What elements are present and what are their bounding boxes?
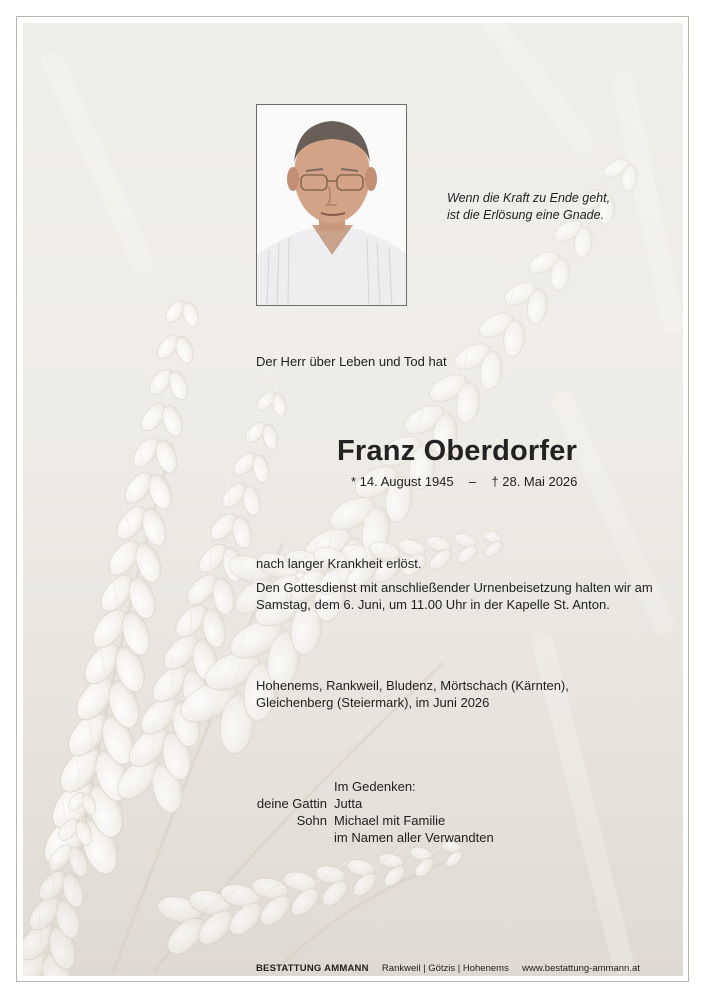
- deceased-name: Franz Oberdorfer: [337, 435, 578, 467]
- footer-brand-part-2: AMMANN: [324, 963, 369, 974]
- mourner-role: Sohn: [296, 813, 327, 828]
- memorial-quote-line-1: Wenn die Kraft zu Ende geht,: [447, 191, 611, 205]
- date-separator: –: [468, 474, 477, 489]
- mourners-heading: Im Gedenken:: [334, 779, 416, 794]
- intro-text: Der Herr über Leben und Tod hat: [256, 354, 447, 369]
- footer-website[interactable]: www.bestattung-ammann.at: [522, 963, 640, 974]
- portrait-photo: [256, 104, 407, 306]
- service-line-2: Samstag, dem 6. Juni, um 11.00 Uhr in der Kapelle St. Anton.: [256, 597, 610, 612]
- birth-date: * 14. August 1945: [351, 474, 454, 489]
- places-line-2: Gleichenberg (Steiermark), im Juni 2026: [256, 695, 490, 710]
- memorial-quote-line-2: ist die Erlösung eine Gnade.: [447, 208, 605, 222]
- footer-locations: Rankweil | Götzis | Hohenems: [381, 963, 509, 974]
- death-date: † 28. Mai 2026: [491, 474, 578, 489]
- places-line-1: Hohenems, Rankweil, Bludenz, Mörtschach (Kärnten),: [256, 678, 569, 693]
- life-dates: [351, 473, 577, 491]
- funeral-home-footer: [256, 963, 640, 975]
- mourner-name: Michael mit Familie: [334, 813, 446, 828]
- mourner-name: Jutta: [334, 796, 363, 811]
- mourner-role: deine Gattin: [256, 796, 327, 811]
- mourner-name: im Namen aller Verwandten: [334, 830, 494, 845]
- footer-brand-part-1: BESTATTUNG: [256, 963, 322, 974]
- service-line-1: Den Gottesdienst mit anschließender Urnenbeisetzung halten wir am: [256, 580, 653, 595]
- released-text: nach langer Krankheit erlöst.: [256, 556, 422, 571]
